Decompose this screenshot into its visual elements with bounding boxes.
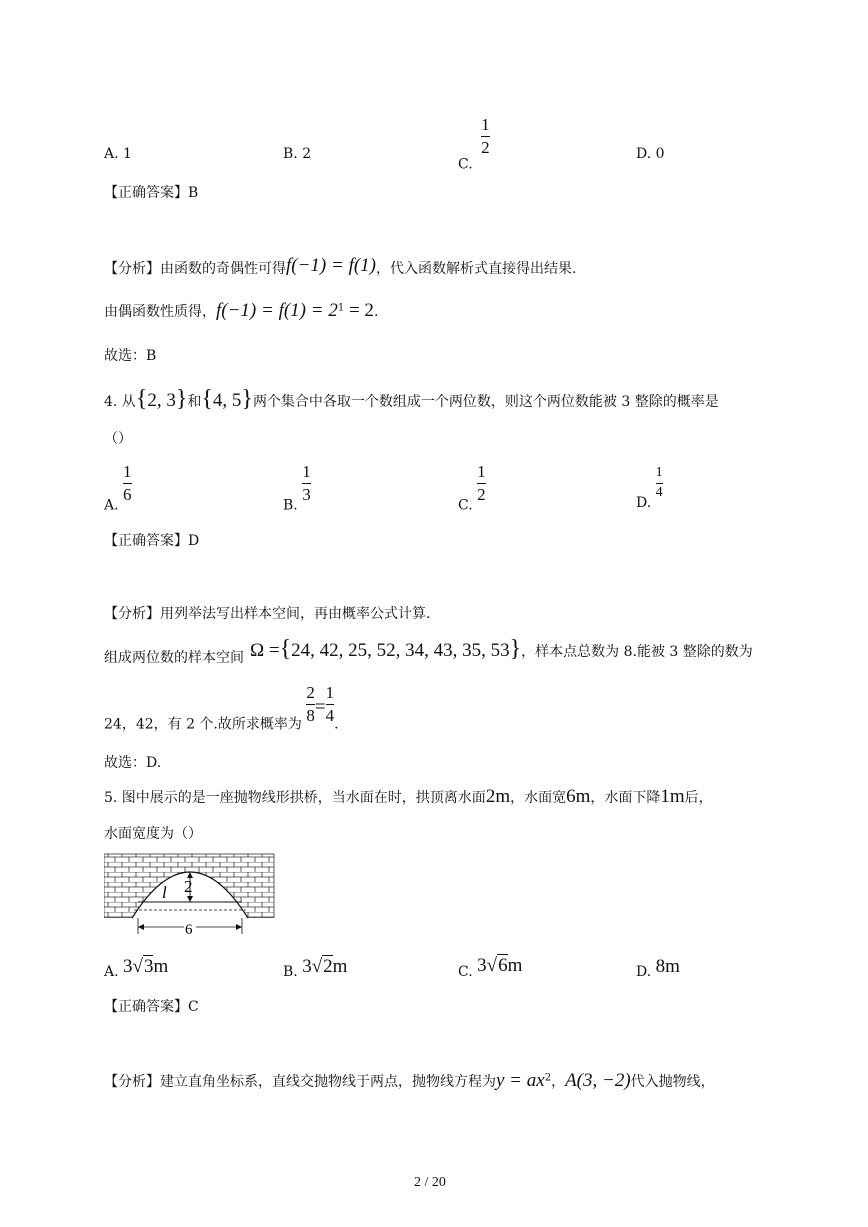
stem-text: 4. 从	[104, 394, 136, 410]
q5-option-d	[636, 956, 680, 980]
superscript: 2	[544, 1072, 552, 1084]
denominator: 3	[302, 484, 311, 504]
unit: m	[332, 956, 348, 977]
fraction	[656, 466, 663, 500]
analysis-text: ，样本点总数为 8.能被 3 整除的数为	[521, 644, 753, 660]
q4-stem-line1	[104, 386, 719, 413]
denominator: 4	[325, 705, 335, 725]
q5-option-b	[283, 956, 347, 980]
math-expression: y = ax	[496, 1070, 545, 1091]
coefficient: 3	[302, 956, 312, 977]
brace: }	[175, 386, 188, 412]
math-point: A(3, −2)	[565, 1070, 631, 1091]
arrow-head-icon	[236, 924, 242, 930]
value-drop: 1m	[660, 786, 685, 807]
option-label: D.	[636, 964, 652, 980]
q4-option-c	[458, 463, 486, 513]
fraction	[326, 684, 335, 725]
q3-option-d: D. 0	[636, 146, 665, 162]
q3-analysis-line3: 故选：B	[104, 348, 157, 364]
analysis-text: 【分析】建立直角坐标系，直线交抛物线于两点，抛物线方程为	[104, 1074, 496, 1090]
q5-stem-line1	[104, 786, 713, 808]
page-number: 2 / 20	[414, 1175, 446, 1190]
radicand: 3	[143, 956, 154, 977]
stem-text: 两个集合中各取一个数组成一个两位数，则这个两位数能被 3 整除的概率是	[252, 394, 719, 410]
denominator: 2	[481, 137, 490, 157]
numerator: 1	[302, 462, 311, 481]
equals-sign: =	[314, 696, 326, 718]
set-values: 4, 5	[212, 390, 242, 411]
figure-label-6: 6	[185, 922, 193, 936]
brace: {	[279, 636, 292, 662]
fraction-bar	[123, 483, 132, 484]
q3-analysis-line1	[104, 255, 576, 278]
analysis-text: 由偶函数性质得，	[104, 304, 216, 320]
figure-label-l: l	[162, 883, 167, 902]
radicand: 6	[498, 955, 508, 976]
sqrt-icon: √	[132, 956, 143, 977]
analysis-text: .	[334, 716, 339, 733]
q4-option-b	[283, 463, 311, 513]
denominator: 6	[123, 484, 132, 504]
math-expression: = 2	[344, 300, 374, 321]
option-label: C.	[458, 964, 473, 980]
radicand: 2	[323, 956, 333, 977]
q4-analysis-line4: 故选：D.	[104, 755, 162, 771]
sqrt-icon: √	[311, 956, 323, 977]
q5-answer: 【正确答案】C	[104, 999, 199, 1015]
analysis-text: 代入抛物线，	[630, 1074, 715, 1090]
brace: }	[509, 636, 522, 662]
set-values: 2, 3	[147, 390, 176, 411]
stem-text: 后，	[684, 790, 713, 806]
coefficient: 3	[477, 955, 487, 976]
arch-bridge-figure	[104, 852, 276, 936]
math-expression: f(−1) = f(1)	[286, 255, 377, 276]
denominator: 4	[655, 484, 663, 500]
numerator: 1	[655, 465, 663, 480]
option-label: A.	[104, 497, 119, 514]
analysis-text: ，	[551, 1074, 566, 1090]
q5-option-a	[104, 956, 168, 980]
q4-answer: 【正确答案】D	[104, 533, 200, 549]
brace: {	[201, 386, 213, 412]
denominator: 2	[477, 484, 486, 504]
numerator: 1	[481, 115, 490, 134]
q3-option-b: B. 2	[283, 146, 312, 162]
q5-stem-line2: 水面宽度为（）	[104, 826, 202, 842]
numerator: 1	[325, 683, 335, 702]
option-label: D.	[636, 495, 652, 512]
q5-analysis-line1	[104, 1070, 715, 1092]
analysis-text: .	[373, 304, 379, 320]
fraction-bar	[306, 704, 315, 705]
fraction-bar	[477, 483, 486, 484]
superscript: 1	[337, 302, 345, 314]
brace: }	[241, 386, 253, 412]
value-height: 2m	[485, 786, 511, 807]
unit: m	[507, 955, 523, 976]
set-values: 24, 42, 25, 52, 34, 43, 35, 53	[291, 640, 510, 661]
fraction	[481, 116, 490, 157]
q3-option-a: A. 1	[104, 146, 132, 162]
q4-analysis-line2	[104, 636, 753, 667]
q4-analysis-line3	[104, 684, 339, 733]
q4-stem-line2: （）	[104, 431, 132, 447]
math-expression: Ω =	[250, 640, 280, 661]
analysis-text: 组成两位数的样本空间	[104, 650, 244, 666]
stem-text: 和	[187, 394, 202, 410]
q5-option-c	[458, 955, 522, 980]
arrow-head-icon	[138, 924, 144, 930]
numerator: 1	[477, 462, 486, 481]
numerator: 1	[123, 462, 132, 481]
option-label: B.	[283, 497, 298, 514]
fraction-bar	[302, 483, 311, 484]
q3-analysis-line2	[104, 300, 378, 322]
option-value: 8m	[655, 956, 680, 977]
fraction	[306, 684, 315, 725]
option-label: C.	[458, 156, 473, 173]
q3-answer: 【正确答案】B	[104, 185, 199, 201]
stem-text: ，水面下降	[590, 790, 661, 806]
sqrt-icon: √	[486, 955, 498, 976]
q4-option-d	[636, 466, 663, 511]
analysis-text: 24，42，有 2 个.故所求概率为	[104, 716, 302, 733]
coefficient: 3	[123, 956, 133, 977]
q3-option-c	[458, 116, 490, 172]
math-expression: f(−1) = f(1) = 2	[216, 300, 338, 321]
option-label: B.	[283, 964, 298, 980]
fraction	[123, 463, 132, 504]
denominator: 8	[306, 705, 315, 725]
unit: m	[153, 956, 169, 977]
fraction-bar	[656, 483, 663, 484]
stem-text: ，水面宽	[510, 790, 567, 806]
q4-analysis-line1: 【分析】用列举法写出样本空间，再由概率公式计算.	[104, 606, 431, 622]
value-width: 6m	[566, 786, 591, 807]
numerator: 2	[306, 683, 315, 702]
option-label: C.	[458, 497, 473, 514]
fraction-bar	[326, 704, 335, 705]
analysis-text: ，代入函数解析式直接得出结果.	[376, 261, 577, 277]
brace: {	[135, 386, 148, 412]
option-label: A.	[104, 964, 119, 980]
fraction-bar	[481, 136, 490, 137]
fraction	[477, 463, 486, 504]
stem-text: 5. 图中展示的是一座抛物线形拱桥，当水面在时，拱顶离水面	[104, 790, 486, 806]
figure-label-2: 2	[184, 877, 193, 896]
q4-option-a	[104, 463, 132, 513]
analysis-text: 【分析】由函数的奇偶性可得	[104, 261, 286, 277]
fraction	[302, 463, 311, 504]
